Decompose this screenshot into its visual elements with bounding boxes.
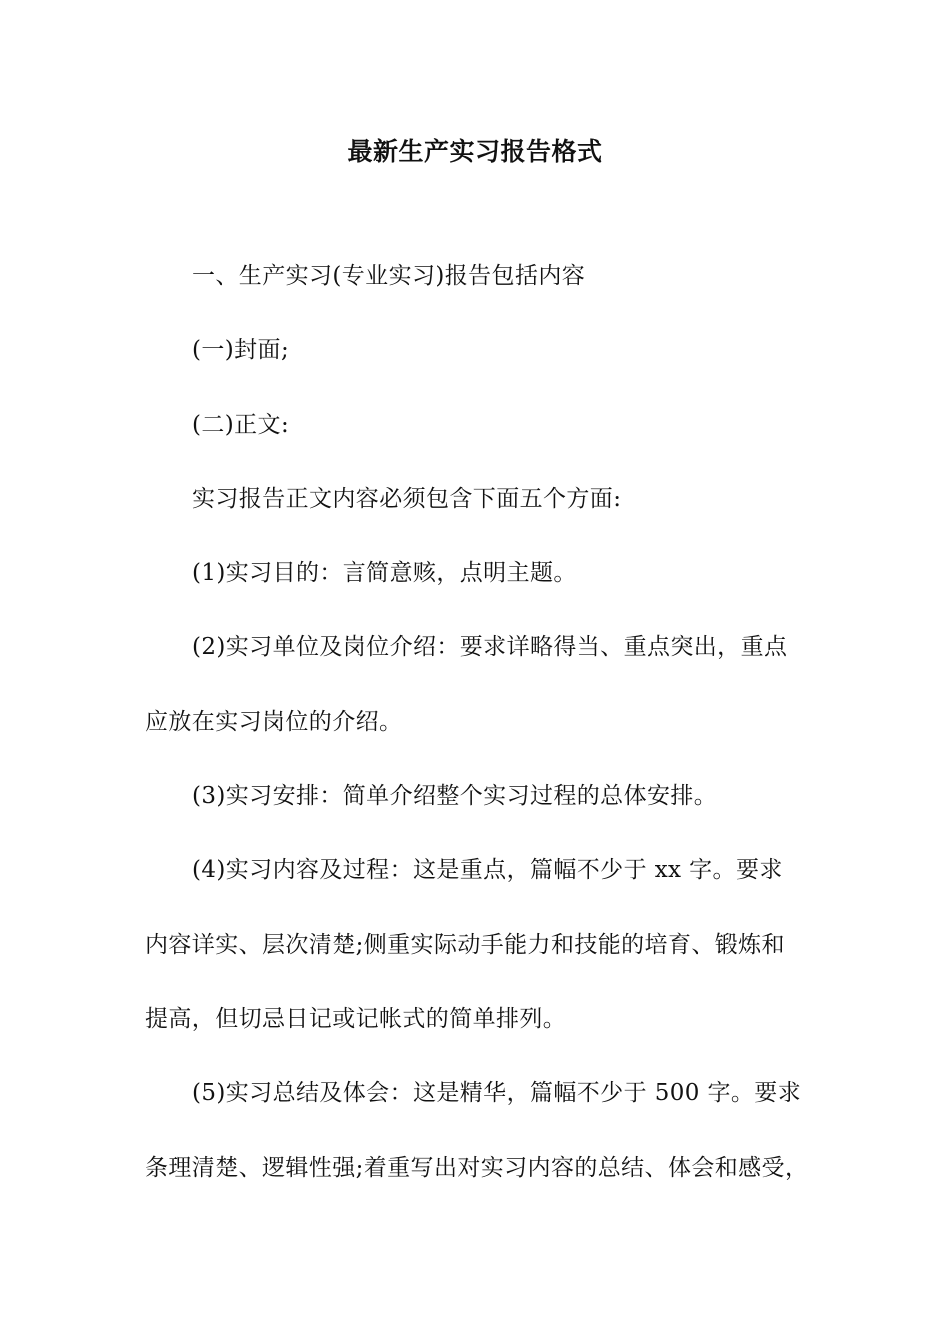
document-body bbox=[145, 256, 810, 1222]
item-4-content: (4)实习内容及过程：这是重点，篇幅不少于 xx 字。要求 bbox=[192, 857, 783, 884]
section-heading: 一、生产实习(专业实习)报告包括内容 bbox=[192, 263, 586, 289]
item-2-unit-intro: (2)实习单位及岗位介绍：要求详略得当、重点突出，重点 bbox=[192, 634, 788, 661]
page-title: 最新生产实习报告格式 bbox=[347, 137, 603, 166]
item-1-purpose: (1)实习目的：言简意赅，点明主题。 bbox=[192, 560, 577, 587]
item-5-summary-cont: 条理清楚、逻辑性强;着重写出对实习内容的总结、体会和感受， bbox=[145, 1154, 809, 1181]
item-3-arrangement: (3)实习安排：简单介绍整个实习过程的总体安排。 bbox=[192, 783, 718, 810]
list-item-main-text: (二)正文: bbox=[192, 411, 290, 438]
paragraph-intro: 实习报告正文内容必须包含下面五个方面: bbox=[192, 485, 622, 512]
item-2-unit-intro-cont: 应放在实习岗位的介绍。 bbox=[145, 708, 403, 735]
list-item-cover: (一)封面; bbox=[192, 337, 290, 364]
item-5-summary: (5)实习总结及体会：这是精华，篇幅不少于 500 字。要求 bbox=[192, 1080, 802, 1107]
item-4-content-cont-1: 内容详实、层次清楚;侧重实际动手能力和技能的培育、锻炼和 bbox=[145, 931, 785, 958]
item-4-content-cont-2: 提高，但切忌日记或记帐式的简单排列。 bbox=[145, 1005, 567, 1032]
